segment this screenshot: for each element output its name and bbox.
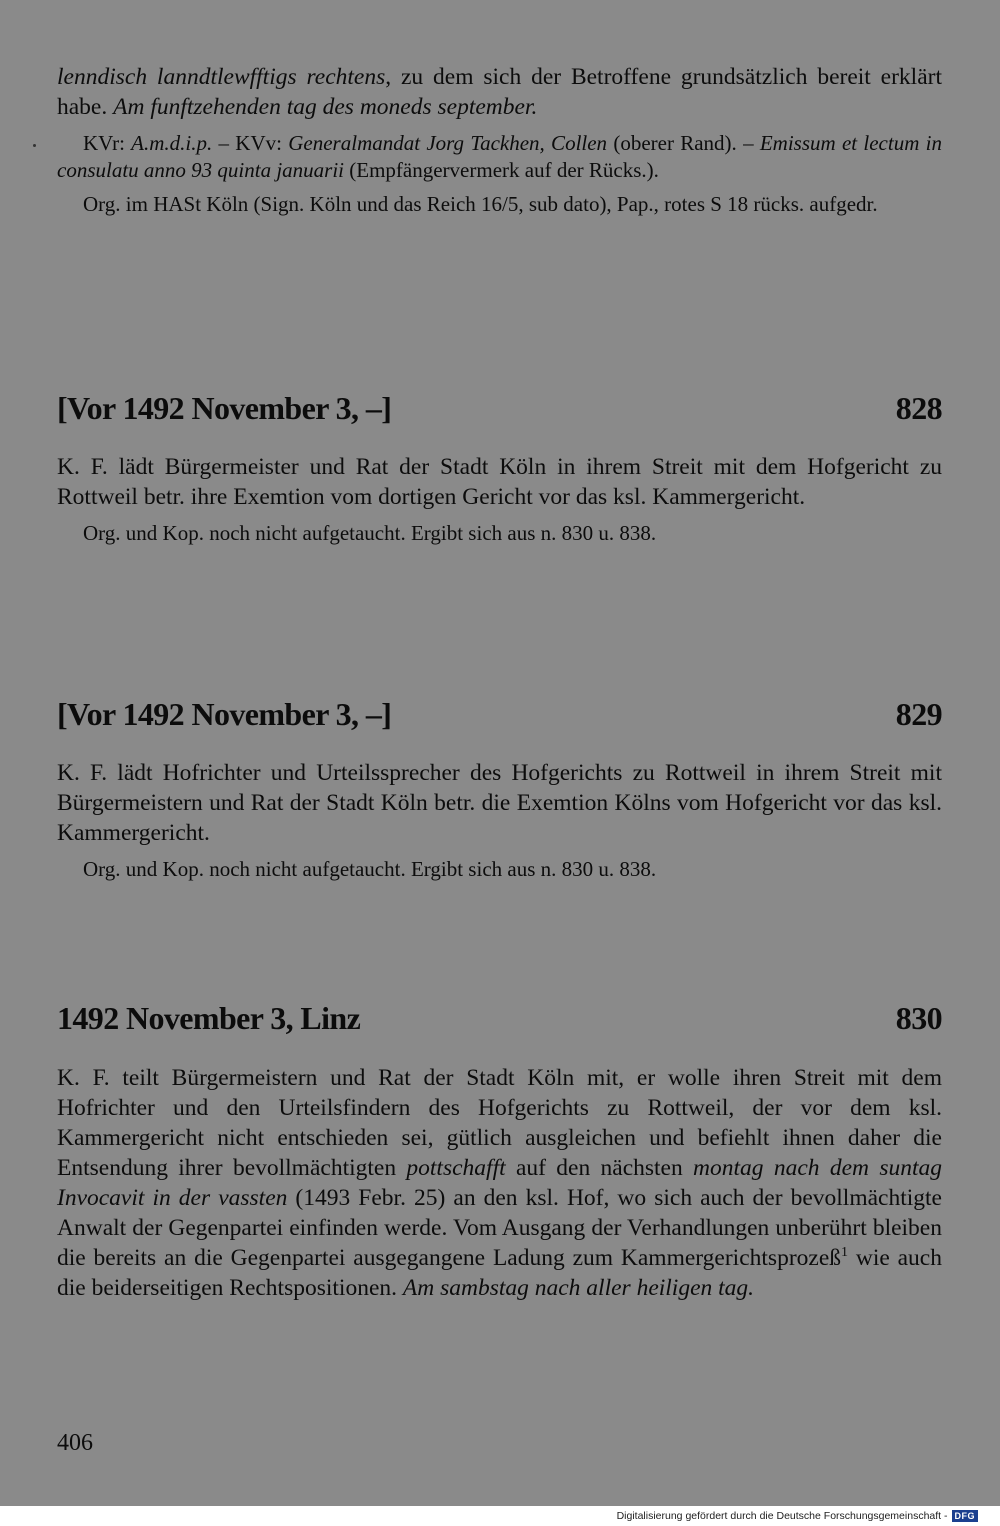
entry-date: [Vor 1492 November 3, –]	[57, 390, 392, 426]
scan-speck	[33, 144, 36, 147]
entry-number: 829	[895, 696, 942, 732]
entry-number: 828	[895, 390, 942, 426]
entry-heading-828	[57, 390, 942, 427]
entry-number: 830	[895, 1000, 942, 1036]
entry-date: [Vor 1492 November 3, –]	[57, 696, 392, 732]
footer-text: Digitalisierung gefördert durch die Deutsche Forschungsgemeinschaft -	[616, 1510, 948, 1522]
entry-heading-830	[57, 1000, 942, 1037]
previous-entry-continuation	[57, 62, 942, 122]
entry-body: K. F. lädt Hofrichter und Urteilssprecher des Hofgerichts zu Rottweil in ihrem Streit mit Bürgermeistern und Rat der Stadt Köln betr. die Exemtion Kölns vom Hofgericht vor das ksl. Kammergericht.	[57, 760, 942, 846]
entry-date: 1492 November 3, Linz	[57, 1000, 361, 1036]
entry-829	[57, 758, 942, 883]
entry-body: K. F. lädt Bürgermeister und Rat der Stadt Köln in ihrem Streit mit dem Hofgericht zu Rottweil betr. ihre Exemtion vom dortigen Gericht vor das ksl. Kammergericht.	[57, 454, 942, 510]
dfg-logo: DFG	[952, 1510, 979, 1522]
archive-note: Org. im HASt Köln (Sign. Köln und das Reich 16/5, sub dato), Pap., rotes S 18 rücks. aufgedr.	[83, 192, 878, 216]
entry-body: K. F. teilt Bürgermeistern und Rat der Stadt Köln mit, er wolle ihren Streit mit dem Hofrichter und den Urteilsfindern des Hofgerichts zu Rottweil, der vor dem ksl. Kammergericht nicht entschieden sei, gütlich ausgleichen und befiehlt ihnen daher die Entsendung ihrer bevollmächtigten pottschafft auf den nächsten montag nach dem suntag Invocavit in der vassten (1493 Febr. 25) an den ksl. Hof, wo sich auch der bevollmächtigte Anwalt der Gegenpartei einfinden werde. Vom Ausgang der Verhandlungen unberührt bleiben die bereits an die Gegenpartei ausgegangene Ladung zum Kammergerichtsprozeß$^1$ wie auch die beiderseitigen Rechtspositionen. Am sambstag nach aller heiligen tag.	[57, 1065, 942, 1301]
entry-heading-829	[57, 696, 942, 733]
digitization-footer	[0, 1506, 1000, 1526]
page-number: 406	[57, 1430, 93, 1456]
previous-entry-body: lenndisch lanndtlewfftigs rechtens, zu dem sich der Betroffene grundsätzlich bereit erklärt habe. Am funftzehenden tag des moneds september.	[57, 64, 942, 120]
entry-828	[57, 452, 942, 547]
endorsement-note: KVr: A.m.d.i.p. – KVv: Generalmandat Jorg Tackhen, Collen (oberer Rand). – Emissum et lectum in consulatu anno 93 quinta januarii (Empfängervermerk auf der Rücks.).	[57, 131, 942, 182]
entry-note: Org. und Kop. noch nicht aufgetaucht. Ergibt sich aus n. 830 u. 838.	[83, 857, 657, 881]
entry-830	[57, 1063, 942, 1303]
footnote-marker: 1	[841, 1245, 848, 1261]
previous-entry-notes	[57, 130, 942, 218]
entry-note: Org. und Kop. noch nicht aufgetaucht. Ergibt sich aus n. 830 u. 838.	[83, 521, 657, 545]
